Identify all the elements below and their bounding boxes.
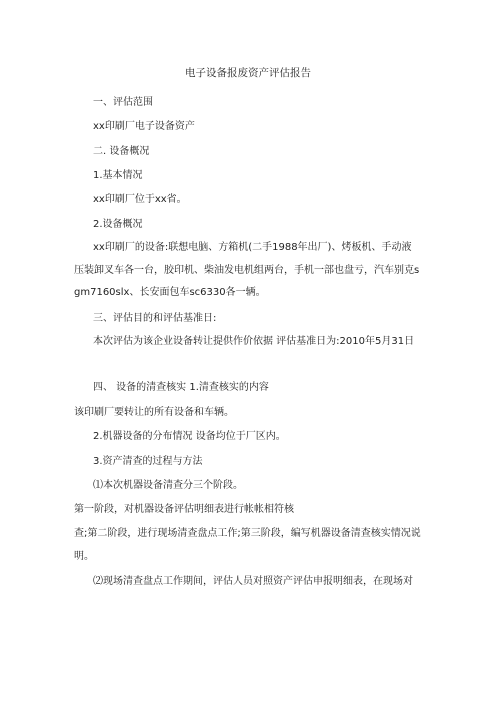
section-heading-1: 一、评估范围: [93, 97, 153, 108]
subheading: 2.设备概况: [93, 219, 143, 230]
section-heading-2: 二. 设备概况: [93, 146, 150, 157]
section-heading-4: 四、 设备的清查核实 1.清查核实的内容: [93, 382, 269, 393]
subheading: 1.基本情况: [93, 170, 143, 181]
paragraph-equipment-overview: xx印刷厂的设备:联想电脑、方箱机(二手1988年出厂)、烤板机、手动液压装卸叉车各一台，胶印机、柴油发电机组两台，手机一部也盘亏，汽车别克sgm7160slx、长安面包车sc6330各一辆。: [74, 242, 420, 298]
section-heading-3: 三、评估目的和评估基准日:: [93, 313, 217, 324]
subheading: 3.资产清查的过程与方法: [93, 456, 203, 467]
paragraph-line: 第一阶段，对机器设备评估明细表进行帐帐相符核: [74, 504, 294, 515]
paragraph-valuation-date: 本次评估为该企业设备转让提供作价依据 评估基准日为:2010年5月31日: [93, 336, 415, 347]
paragraph-line: ⑵现场清查盘点工作期间，评估人员对照资产评估申报明细表，在现场对: [93, 576, 413, 587]
document-title: 电子设备报废资产评估报告: [185, 67, 311, 79]
paragraph-line: 2.机器设备的分布情况 设备均位于厂区内。: [93, 431, 286, 442]
paragraph-line: 该印刷厂要转让的所有设备和车辆。: [74, 407, 234, 418]
paragraph-line: xx印刷厂电子设备资产: [93, 121, 195, 132]
paragraph-stages: 查;第二阶段，进行现场清查盘点工作;第三阶段，编写机器设备清查核实情况说明。: [74, 528, 421, 562]
paragraph-line: xx印刷厂位于xx省。: [93, 194, 187, 205]
paragraph-line: ⑴本次机器设备清查分三个阶段。: [93, 480, 243, 491]
